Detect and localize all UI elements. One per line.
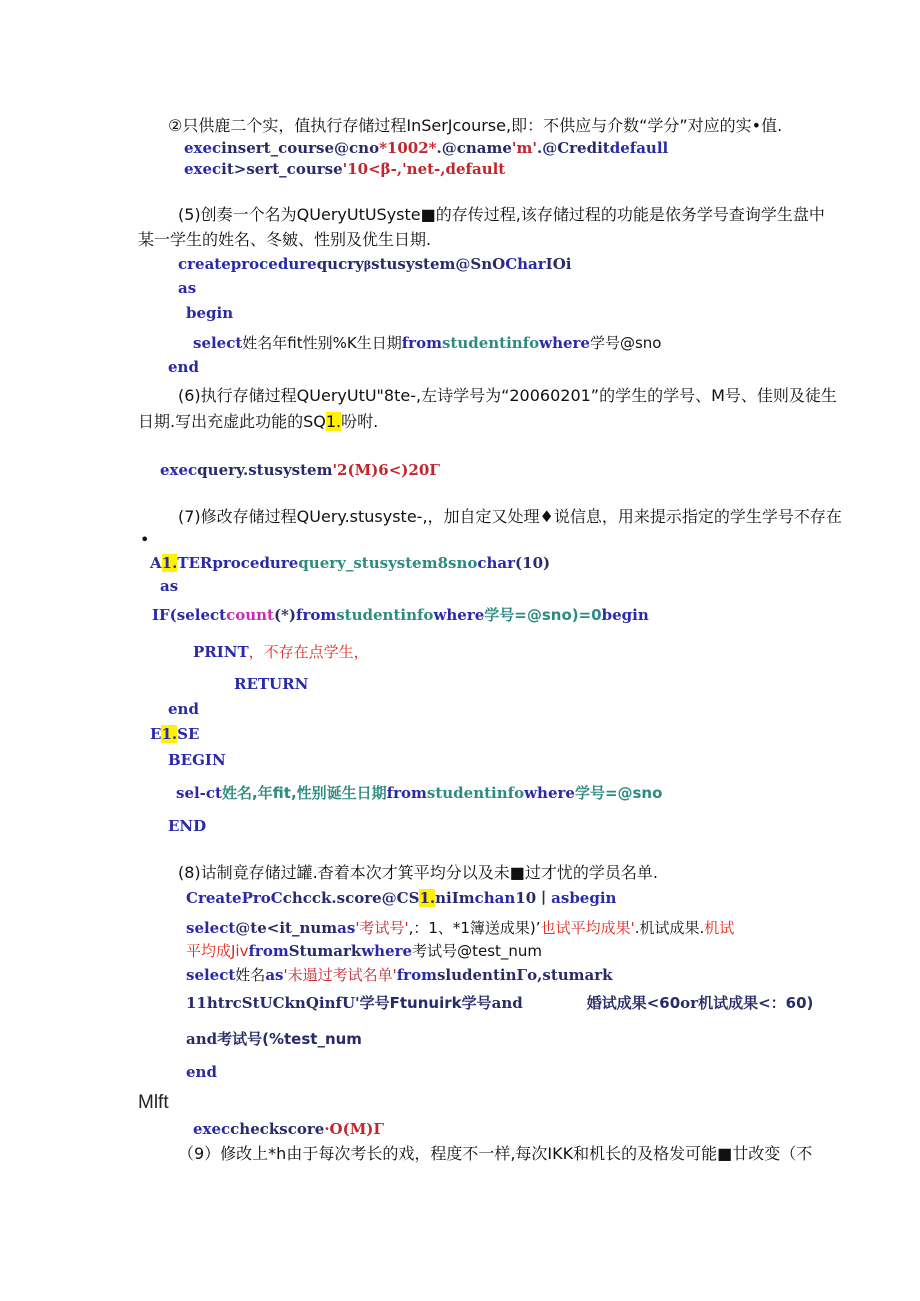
string-literal: 也试平均成果' — [540, 919, 635, 937]
kw-select: select — [186, 919, 236, 937]
code-line-print — [193, 642, 369, 662]
kw-and: and — [186, 1030, 218, 1048]
code-line-begin: BEGIN — [168, 751, 226, 769]
kw-select: select — [186, 966, 236, 984]
code-line-as: as — [160, 577, 179, 595]
where-clause: 学号@sno — [589, 334, 662, 352]
para-item-8: (8)诂制竟存储过罐.杳着本次才箕平均分以及未■过才忧的学员名单. — [178, 863, 658, 882]
code-line-end: end — [186, 1063, 217, 1081]
count-arg: (*) — [273, 606, 296, 624]
kw-from: from — [396, 966, 437, 984]
string-literal: '2(M)6<)20Γ — [332, 461, 440, 479]
param: stusystem@SnO — [371, 255, 506, 273]
kw-exec: exec — [193, 1120, 231, 1138]
string-literal: 'm' — [511, 139, 537, 157]
kw-as: as — [337, 919, 356, 937]
highlight-mark: 1. — [161, 725, 178, 743]
func-count: count — [226, 606, 274, 624]
code-line-end: end — [168, 700, 199, 718]
kw-where: where — [539, 334, 590, 352]
kw-alter: TER — [177, 554, 213, 572]
kw-create-proc: CreateProC — [186, 889, 283, 907]
para-text: 吩咐. — [341, 412, 379, 431]
expr-text: .机试成果. — [634, 919, 705, 937]
condition: 考试号(%test_num — [217, 1030, 362, 1048]
kw-where: where — [524, 784, 575, 802]
table-name: Γo,stumark — [516, 966, 613, 984]
string-literal: '10<β-,'net-, — [342, 160, 446, 178]
highlight-mark: 1. — [161, 554, 178, 572]
where-clause: 学号=@sno)=0 — [484, 606, 602, 624]
kw-where: where — [433, 606, 485, 624]
where-clause: 学号=@sno — [574, 784, 663, 802]
para-item-7: (7)修改存储过程QUery.stusyste-,，加自定又处理♦说信息，用来提示指定的学生学号不存在 — [178, 507, 842, 526]
string-literal: '考试号' — [355, 919, 409, 937]
code-line-exec-check — [193, 1119, 384, 1139]
proc-name: qucry — [316, 255, 364, 273]
para-item-6-cont — [138, 412, 378, 432]
code-line-if — [152, 605, 649, 625]
kw-char: char — [477, 554, 516, 572]
where-clause: 考试号@test_num — [412, 942, 543, 960]
code-line-create-proc-2 — [186, 888, 616, 908]
para-item-5: (5)创奏一个名为QUeryUtUSyste■的存传过程,该存储过程的功能是依务学号查询学生盘中 — [178, 205, 825, 224]
table-name: studentinfo — [426, 784, 525, 802]
code-line-select-avg-cont — [186, 941, 542, 961]
string-literal: 平均成Jiv — [186, 942, 249, 960]
kw-from: from — [248, 942, 289, 960]
code-line-select-fail — [186, 965, 613, 985]
kw-from: from — [401, 334, 442, 352]
param: .@cname — [436, 139, 512, 157]
kw-create-procedure: createprocedure — [178, 255, 317, 273]
param-size: (10) — [515, 554, 551, 572]
proc-name: insert_course — [221, 139, 335, 157]
kw-from: from — [386, 784, 427, 802]
kw-procedure: procedure — [212, 554, 299, 572]
string-literal: 机试 — [704, 919, 735, 937]
kw-from: from — [296, 606, 337, 624]
print-message: ，不存在点学生， — [248, 643, 369, 661]
proc-name: chcck.score@CS — [282, 889, 420, 907]
param-size: IOi — [545, 255, 572, 273]
para-item-2: ②只供鹿二个实，值执行存储过程InSerJcourse,即：不供应与介数“学分”对应的实•值. — [168, 116, 783, 135]
join-expr: 11htrcStUCknQinfU' — [186, 994, 360, 1012]
kw-else: E — [150, 725, 162, 743]
param: niIm — [435, 889, 475, 907]
code-line-alter-proc — [150, 553, 550, 573]
kw-or: or — [680, 994, 699, 1012]
kw-select: select — [193, 334, 243, 352]
expr-text: ,：1、*1簿送成果)’ — [408, 919, 541, 937]
code-line-exec-insert-2 — [184, 159, 505, 179]
code-line-else — [150, 724, 199, 744]
para-item-6: (6)执行存储过程QUeryUtU"8te-,左诗学号为“20060201”的学生的学号、M号、佳则及徒生 — [178, 386, 837, 405]
kw-as: as — [265, 966, 284, 984]
highlight-mark: 1. — [325, 412, 342, 431]
code-line-begin: begin — [186, 304, 234, 322]
para-text: 日期.写出充虚此功能的SQ — [138, 412, 326, 431]
highlight-mark: 1. — [419, 889, 436, 907]
code-line-where-join — [186, 993, 813, 1013]
code-line-select — [193, 333, 661, 353]
code-line-exec-query — [160, 460, 440, 480]
kw-print: PRINT — [193, 643, 249, 661]
kw-default: defaull — [609, 139, 669, 157]
kw-exec: exec — [160, 461, 198, 479]
para-item-5-cont: 某一学生的姓名、冬皴、性别及优生日期. — [138, 230, 432, 249]
table-name: Stumark — [288, 942, 362, 960]
param: @cno — [334, 139, 380, 157]
kw-char: chan — [474, 889, 516, 907]
code-line-select-avg — [186, 918, 734, 938]
param: @te<it_num — [235, 919, 338, 937]
code-line-and — [186, 1029, 362, 1049]
proc-name: it>sert_course — [221, 160, 343, 178]
kw-default: default — [445, 160, 506, 178]
condition: 机试成果<：60) — [698, 994, 814, 1012]
kw-if-select: IF(select — [152, 606, 227, 624]
table-name: sludentin — [436, 966, 517, 984]
proc-name: query.stusystem — [197, 461, 333, 479]
code-line-end: end — [168, 358, 199, 376]
param-size: 10丨 — [515, 889, 552, 907]
kw-begin: begin — [601, 606, 649, 624]
select-columns: 姓名 — [235, 966, 266, 984]
stray-text: Mlft — [138, 1092, 169, 1113]
code-line-exec-insert-1 — [184, 138, 668, 158]
kw-where: where — [361, 942, 413, 960]
kw-exec: exec — [184, 160, 222, 178]
para-item-9: （9）修改上*h由于每次考长的戏，程度不一样,每次IKK和机长的及格发可能■廿改变（不 — [178, 1144, 813, 1163]
kw-else: SE — [177, 725, 200, 743]
string-literal: ·O(M)Γ — [324, 1120, 385, 1138]
kw-as-begin: asbegin — [551, 889, 617, 907]
join-expr: 学号Ftunuirk学号 — [359, 994, 492, 1012]
proc-name: query_stusystem8sno — [298, 554, 478, 572]
proc-name: checkscore — [230, 1120, 325, 1138]
code-line-as: as — [178, 279, 197, 297]
bullet-dot: • — [140, 530, 150, 549]
condition: 婚试成果<60 — [586, 994, 681, 1012]
kw-and: and — [491, 994, 523, 1012]
code-line-select-2 — [176, 783, 662, 803]
string-literal: *1002* — [379, 139, 437, 157]
table-name: studentinfo — [336, 606, 434, 624]
param: .@Credit — [536, 139, 610, 157]
code-line-end-upper: END — [168, 817, 207, 835]
select-columns: 姓名,年fit,性别诞生日期 — [221, 784, 387, 802]
select-columns: 姓名年fit性别%K生日期 — [242, 334, 402, 352]
kw-exec: exec — [184, 139, 222, 157]
code-line-create-proc — [178, 254, 571, 276]
proc-name-sub: β — [363, 259, 372, 272]
table-name: studentinfo — [441, 334, 540, 352]
kw-char: Char — [505, 255, 546, 273]
kw-alter: A — [150, 554, 162, 572]
kw-select: sel-ct — [176, 784, 222, 802]
string-literal: '未遢过考试名单' — [283, 966, 397, 984]
code-line-return: RETURN — [234, 675, 309, 693]
